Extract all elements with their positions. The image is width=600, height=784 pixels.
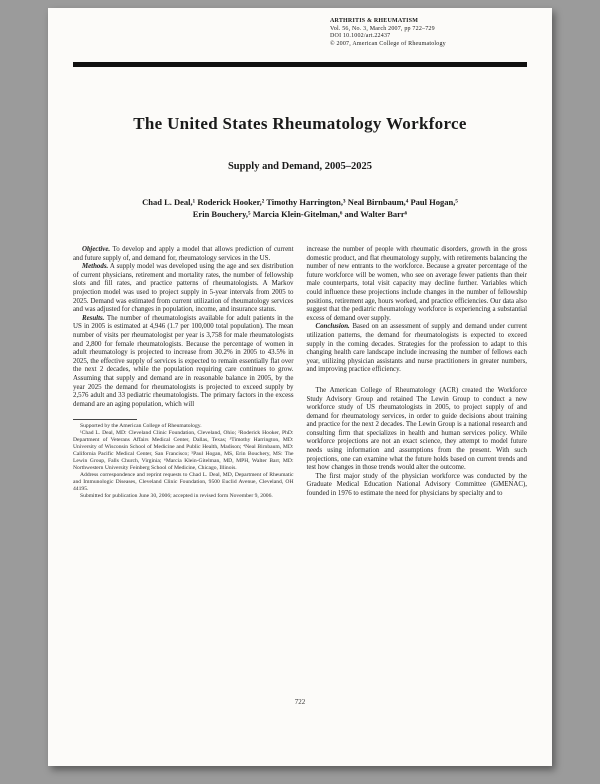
abstract-paragraph-results bbox=[73, 315, 294, 410]
paragraph-text: A supply model was developed using the age and sex distribution of current physicians, retirement and mortality rates, the number of fellowship slots and fill rates, and practice patterns of rheumatologists. A Markov projection model was used to project supply in 5-year intervals from 2005 to 2025. Demand was estimated from current utilization of rheumatology services and was adjusted for changes in population, income, and insurance status. bbox=[73, 263, 294, 314]
left-column bbox=[73, 246, 294, 500]
footnote-block bbox=[73, 419, 294, 500]
article-subtitle: Supply and Demand, 2005–2025 bbox=[227, 161, 373, 172]
article-title: The United States Rheumatology Workforce bbox=[133, 114, 467, 133]
paragraph-text: The number of rheumatologists available for adult patients in the US in 2005 is estimated at 4,946 (1.7 per 100,000 total population). The mean number of visits per rheumatologist per year is 3,758 for male rheumatologists and 2,800 for female rheumatologists. Because the percentage of women in adult rheumatology is projected to increase from 30.2% in 2005 to 43.5% in 2025, the effective supply of services is expected to remain essentially flat over the next 2 decades, while the population requiring care continues to grow. Assuming that supply and demand are in reasonable balance in 2005, by the year 2025 the demand for rheumatologists is projected to exceed supply by 2,576 adult and 33 pediatric rheumatologists. The primary factors in the excess demand are an aging population, which will bbox=[73, 314, 294, 408]
paragraph-lead: Methods. bbox=[82, 263, 109, 271]
journal-doi-line: DOI 10.1002/art.22437 bbox=[330, 33, 391, 40]
body-paragraph-introduction bbox=[307, 387, 528, 473]
author-line-1: Chad L. Deal,¹ Roderick Hooker,² Timothy Harrington,³ Neal Birnbaum,⁴ Paul Hogan,⁵ bbox=[142, 197, 458, 207]
right-column bbox=[307, 246, 528, 500]
abstract-paragraph-conclusion bbox=[307, 323, 528, 375]
journal-header bbox=[330, 18, 540, 48]
journal-name: ARTHRITIS & RHEUMATISM bbox=[330, 18, 419, 24]
footnote-affiliations: ¹Chad L. Deal, MD: Cleveland Clinic Foundation, Cleveland, Ohio; ²Roderick Hooker, PhD: Department of Veterans Affairs Medical Center, Dallas, Texas; ³Timothy Harrington, MD: University of Wisconsin School of Medicine and Public Health, Madison; ⁴Neal Birnbaum, MD: California Pacific Medical Center, San Francisco; ⁵Paul Hogan, MS, Erin Bouchery, MS: The Lewin Group, Falls Church, Virginia; ⁶Marcia Klein-Gitelman, MD, MPH, Walter Barr, MD: Northwestern University Feinberg School of Medicine, Chicago, Illinois. bbox=[73, 430, 294, 472]
paragraph-lead: Conclusion. bbox=[315, 323, 350, 331]
abstract-paragraph-methods bbox=[73, 263, 294, 315]
journal-issue-line: Vol. 56, No. 3, March 2007, pp 722–729 bbox=[330, 25, 435, 32]
journal-copyright-line: © 2007, American College of Rheumatology bbox=[330, 40, 446, 47]
footnote-submission-dates: Submitted for publication June 30, 2006; accepted in revised form November 9, 2006. bbox=[80, 493, 273, 500]
paragraph-text: The first major study of the physician workforce was conducted by the Graduate Medical Education National Advisory Committee (GMENAC), founded in 1976 to estimate the need for physicians by specialty and to bbox=[306, 472, 527, 498]
author-list bbox=[48, 196, 552, 220]
two-column-body bbox=[73, 246, 527, 500]
journal-page bbox=[48, 8, 552, 766]
paragraph-text: The American College of Rheumatology (ACR) created the Workforce Study Advisory Group and retained The Lewin Group to conduct a new workforce study of US rheumatologists in 2005, to project supply of and demand for rheumatology services, in order to guide decisions about training and practice for the next 2 decades. The Lewin Group is a national research and consulting firm that specializes in health and human services policy. While workforce projections are not an exact science, they attempt to model future needs using information and assumptions from the present. With such projections, one can examine what the future holds based on current trends and test how changes in those trends would alter the outcome. bbox=[306, 386, 527, 472]
body-paragraph-gmenac bbox=[307, 473, 528, 499]
footnote-divider-rule bbox=[73, 419, 137, 420]
abstract-paragraph-results-continued bbox=[307, 246, 528, 323]
page-number: 722 bbox=[294, 698, 306, 706]
paragraph-text: increase the number of people with rheumatic disorders, growth in the gross domestic product, and flat rheumatology supply, with retirements balancing the number of new entrants to the workforce. Because a greater percentage of the future workforce will be women, who see on average fewer patients than their male counterparts, total visit capacity may decline further. Variables which could influence these projections include changes in the number of fellowship positions, retirement age, hours worked, and practice efficiencies. Our data also suggest that the pediatric rheumatology workforce is experiencing a substantial excess of demand over supply. bbox=[306, 246, 527, 322]
paragraph-lead: Objective. bbox=[82, 246, 111, 253]
paragraph-text: Based on an assessment of supply and demand under current utilization patterns, the demand for rheumatologists is expected to exceed supply in the coming decades. Strategies for the profession to adapt to this changing health care landscape include increasing the number of fellows each year, utilizing physician assistants and nurse practitioners in greater numbers, and improving practice efficiency. bbox=[306, 323, 527, 374]
abstract-paragraph-objective bbox=[73, 246, 294, 263]
author-line-2: Erin Bouchery,⁵ Marcia Klein-Gitelman,⁶ and Walter Barr⁶ bbox=[192, 209, 408, 219]
footnote-correspondence: Address correspondence and reprint requests to Chad L. Deal, MD, Department of Rheumatic and Immunologic Diseases, Cleveland Clinic Foundation, 9500 Euclid Avenue, Cleveland, OH 44195. bbox=[73, 472, 294, 493]
header-divider-rule bbox=[73, 62, 527, 67]
paragraph-text: To develop and apply a model that allows prediction of current and future supply of, and demand for, rheumatology services in the US. bbox=[73, 246, 294, 262]
paragraph-lead: Results. bbox=[82, 314, 105, 322]
footnote-support: Supported by the American College of Rheumatology. bbox=[80, 423, 202, 430]
